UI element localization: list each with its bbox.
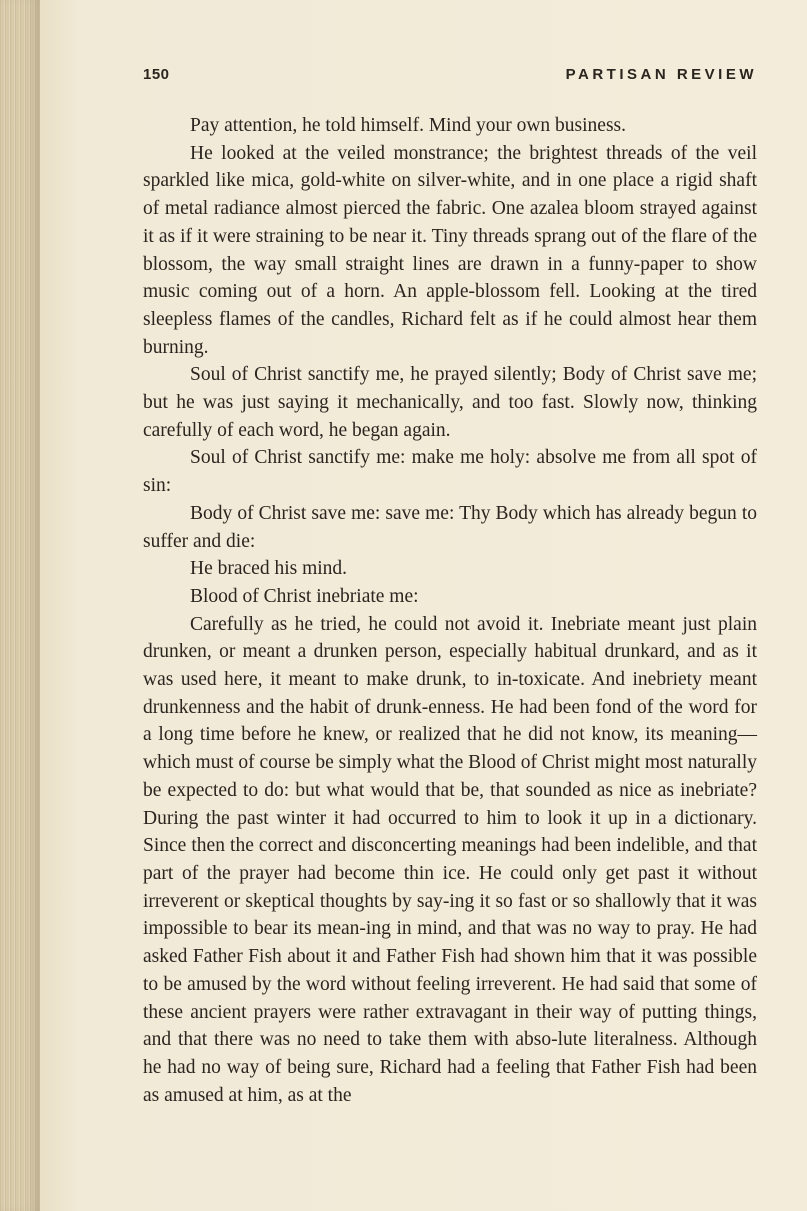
page-header: [143, 66, 757, 88]
book-page: [40, 0, 807, 1211]
paragraph: Body of Christ save me: save me: Thy Body which has already begun to suffer and die:: [143, 502, 757, 552]
paragraph: He braced his mind.: [190, 558, 348, 580]
paragraph: He looked at the veiled monstrance; the brightest threads of the veil sparkled like mica, gold-white on silver-white, and in one place a rigid shaft of metal radiance almost pierced the fabric. One azalea bloom strayed against it as if it were straining to be near it. Tiny threads sprang out of the flare of the blossom, the way small straight lines are drawn in a funny-paper to show music coming out of a horn. An apple-blossom fell. Looking at the tired sleepless flames of the candles, Richard felt as if he could almost hear them burning.: [143, 142, 757, 358]
paragraph: Carefully as he tried, he could not avoid it. Inebriate meant just plain drunken, or meant a drunken person, especially habitual drunkard, and as it was used here, it meant to make drunk, to in-toxicate. And inebriety meant drunkenness and the habit of drunk-enness. He had been fond of the word for a long time before he knew, or realized that he did not know, its meaning—which must of course be simply what the Blood of Christ might most naturally be expected to do: but what would that be, that sounded as nice as inebriate? During the past winter it had occurred to him to look it up in a dictionary. Since then the correct and disconcerting meanings had been indelible, and that part of the prayer had become thin ice. He could only get past it without irreverent or skeptical thoughts by say-ing it so fast or so shallowly that it was impossible to bear its mean-ing in mind, and that was no way to pray. He had asked Father Fish about it and Father Fish had shown him that it was possible to be amused by the word without feeling irreverent. He had said that some of these ancient prayers were rather extravagant in their way of putting things, and that there was no need to take them with abso-lute literalness. Although he had no way of being sure, Richard had a feeling that Father Fish had been as amused at him, as at the: [143, 613, 757, 1106]
page-number: 150: [143, 66, 170, 83]
paragraph: Soul of Christ sanctify me: make me holy: absolve me from all spot of sin:: [143, 447, 757, 497]
book-gutter: [0, 0, 40, 1211]
running-head: PARTISAN REVIEW: [565, 66, 757, 83]
paragraph: Soul of Christ sanctify me, he prayed silently; Body of Christ save me; but he was just saying it mechanically, and too fast. Slowly now, thinking carefully of each word, he began again.: [143, 364, 757, 441]
paragraph: Blood of Christ inebriate me:: [190, 585, 419, 607]
paragraph: Pay attention, he told himself. Mind your own business.: [190, 115, 627, 136]
body-text: [143, 112, 757, 1109]
